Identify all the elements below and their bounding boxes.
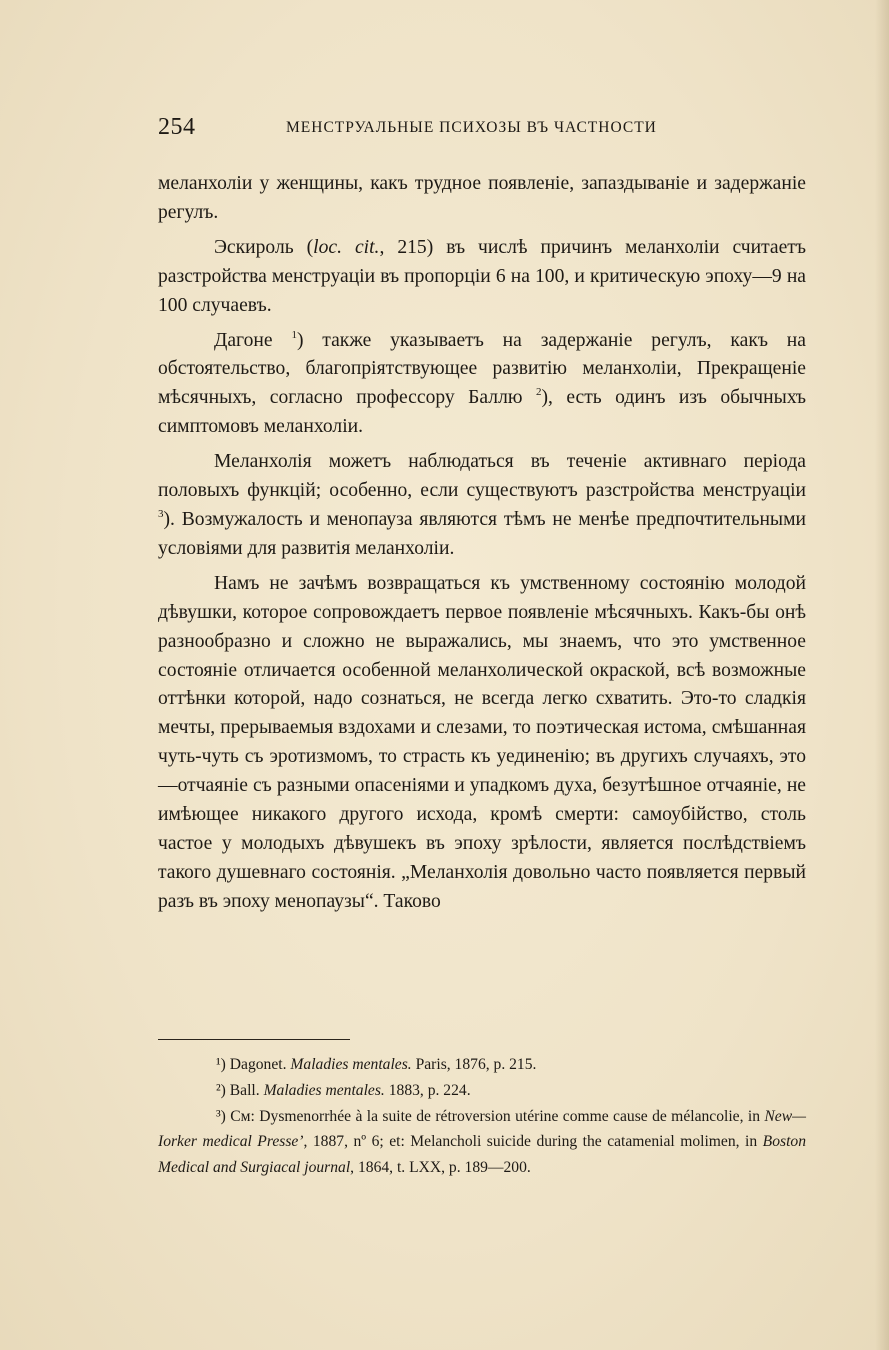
footnote-divider <box>158 1039 350 1040</box>
paragraph-5 <box>158 570 806 917</box>
paragraph-4-text-b: ). Возмужалость и менопауза являются тѣмъ не менѣе предпочтительными условіями для развитія меланхоліи. <box>158 508 806 559</box>
footnote-1-author: Dagonet. <box>225 1056 291 1073</box>
paragraph-5-text: Намъ не зачѣмъ возвращаться къ умственному состоянію молодой дѣвушки, которое сопровождаетъ первое появленіе мѣсячныхъ. Какъ-бы онѣ разнообразно и сложно не выражались, мы знаемъ, что это умственное состояніе отличается особенной меланхолической окраской, всѣ возможные оттѣнки которой, надо сознаться, не всегда легко схватить. Это-то сладкія мечты, прерываемыя вздохами и слезами, то поэтическая истома, смѣшанная чуть-чуть съ эротизмомъ, то страсть къ уединенію; въ другихъ случаяхъ, это—отчаяніе съ разными опасеніями и упадкомъ духа, безутѣшное отчаяніе, не имѣющее никакого другого исхода, кромѣ смерти: самоубійство, столь частое у молодыхъ дѣвушекъ въ эпоху зрѣлости, является послѣдствіемъ такого душевнаго состоянія. „Меланхолія довольно часто появляется первый разъ въ эпоху менопаузы“. Таково <box>158 572 806 912</box>
paragraph-3-text-a: Дагоне <box>214 329 292 351</box>
footnote-ref-3: 3 <box>158 507 164 520</box>
footnote-2-details: 1883, p. 224. <box>384 1081 471 1099</box>
footnote-ref-1: 1 <box>291 328 297 341</box>
footnote-1-title: Maladies mentales. <box>290 1056 412 1073</box>
paragraph-2 <box>158 234 806 321</box>
footnote-2-title: Maladies mentales. <box>263 1081 385 1099</box>
footnote-3-journal-1: New—Iorker medical Presse’ <box>158 1107 806 1151</box>
paragraph-1-text: меланхоліи у женщины, какъ трудное появленіе, запаздываніе и задержаніе регулъ. <box>158 173 806 223</box>
footnote-3-text-a: Cм: Dysmenorrhée à la suite de rétroversion utérine comme cause de mélancolie, in <box>225 1107 765 1125</box>
paragraph-3-text-c: ), есть одинъ изъ обычныхъ симптомовъ меланхоліи. <box>158 387 806 438</box>
footnote-3-journal-2: Boston Medical and Surgiacal journal <box>158 1133 806 1177</box>
paragraph-1 <box>158 170 806 228</box>
footnote-1-mark: ¹) <box>216 1056 226 1073</box>
footnote-3-text-b: , 1887, nº 6; et: Melancholi suicide during the catamenial molimen, in <box>303 1133 763 1151</box>
paragraph-3 <box>158 327 806 443</box>
paragraph-4 <box>158 448 806 564</box>
paragraph-2-text-a: Эскироль ( <box>214 236 314 258</box>
paragraph-4-text-a: Меланхолія можетъ наблюдаться въ теченіе активнаго періода половыхъ функцій; особенно, если существуютъ разстройства менструаціи <box>158 451 806 502</box>
page-header <box>158 114 806 144</box>
footnote-1 <box>158 1052 806 1078</box>
paragraph-2-citation: loc. cit. <box>313 236 380 258</box>
body-text <box>158 170 806 923</box>
footnote-1-details: Paris, 1876, p. 215. <box>411 1056 537 1073</box>
footnote-3-text-c: , 1864, t. LXX, p. 189—200. <box>350 1159 531 1177</box>
footnotes <box>158 1052 806 1181</box>
footnote-3 <box>158 1104 806 1181</box>
footnote-ref-2: 2 <box>535 386 542 399</box>
footnote-2 <box>158 1078 806 1104</box>
footnote-2-author: Ball. <box>225 1081 264 1099</box>
paragraph-3-text-b: ) также указываетъ на задержаніе регулъ, какъ на обстоятельство, благопріятствующее развитію меланхоліи, Прекращеніе мѣсячныхъ, согласно профессору Баллю <box>158 329 806 409</box>
page-number: 254 <box>158 114 196 140</box>
footnote-3-mark: ³) <box>216 1107 226 1125</box>
running-title: МЕНСТРУАЛЬНЫЕ ПСИХОЗЫ ВЪ ЧАСТНОСТИ <box>286 119 657 136</box>
page-edge-shadow <box>875 0 889 1350</box>
footnote-2-mark: ²) <box>216 1081 226 1099</box>
paragraph-2-text-b: , 215) въ числѣ причинъ меланхоліи считаетъ разстройства менструаціи въ пропорціи 6 на 100, и критическую эпоху—9 на 100 случаевъ. <box>158 236 806 316</box>
